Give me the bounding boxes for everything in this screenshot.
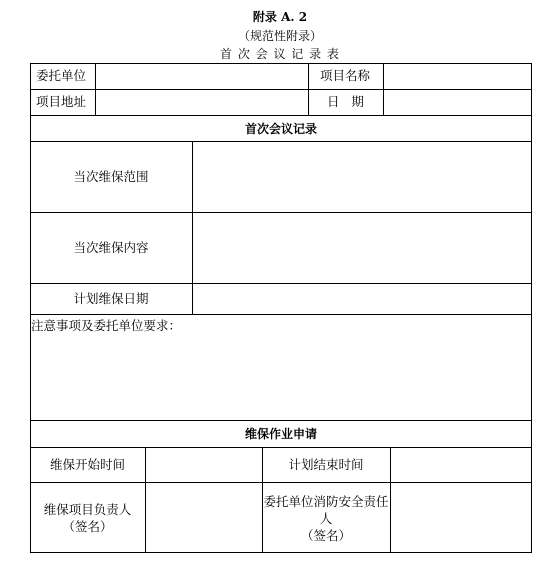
row-divider — [30, 420, 532, 421]
end-time-label: 计划结束时间 — [288, 457, 364, 472]
col-divider — [308, 63, 309, 115]
maint-manager-sign: （签名） — [62, 519, 113, 534]
content-label: 当次维保内容 — [73, 240, 149, 255]
scope-label: 当次维保范围 — [73, 169, 149, 184]
row-divider — [30, 115, 532, 116]
meeting-section-title: 首次会议记录 — [244, 122, 317, 136]
start-time-label: 维保开始时间 — [49, 457, 125, 472]
project-address-label: 项目地址 — [36, 94, 87, 109]
client-safety-label-cont: 人 — [319, 511, 333, 526]
client-safety-label: 委托单位消防安全责任 — [263, 494, 389, 509]
date-label: 日 期 — [327, 94, 364, 109]
planned-date-label: 计划维保日期 — [73, 291, 149, 306]
normative-note: （规范性附录） — [237, 29, 322, 43]
scope-field[interactable] — [193, 142, 531, 211]
form-title: 首 次 会 议 记 录 表 — [220, 47, 340, 61]
application-section-title: 维保作业申请 — [244, 427, 317, 441]
end-time-field[interactable] — [391, 448, 531, 481]
start-time-field[interactable] — [146, 448, 261, 481]
date-field[interactable] — [384, 90, 531, 114]
client-safety-sign: （签名） — [300, 528, 351, 543]
project-name-field[interactable] — [384, 64, 531, 88]
notes-label: 注意事项及委托单位要求： — [31, 318, 182, 333]
notes-field[interactable] — [31, 336, 531, 419]
maint-manager-signature-field[interactable] — [146, 483, 261, 552]
client-field[interactable] — [96, 64, 307, 88]
planned-date-field[interactable] — [193, 284, 531, 313]
client-safety-signature-field[interactable] — [391, 483, 531, 552]
client-label: 委托单位 — [36, 68, 87, 83]
project-name-label: 项目名称 — [320, 68, 371, 83]
maint-manager-label: 维保项目负责人 — [43, 502, 132, 517]
content-field[interactable] — [193, 213, 531, 282]
row-divider — [30, 314, 532, 315]
appendix-title: 附录 A. 2 — [252, 10, 308, 24]
project-address-field[interactable] — [96, 90, 307, 114]
